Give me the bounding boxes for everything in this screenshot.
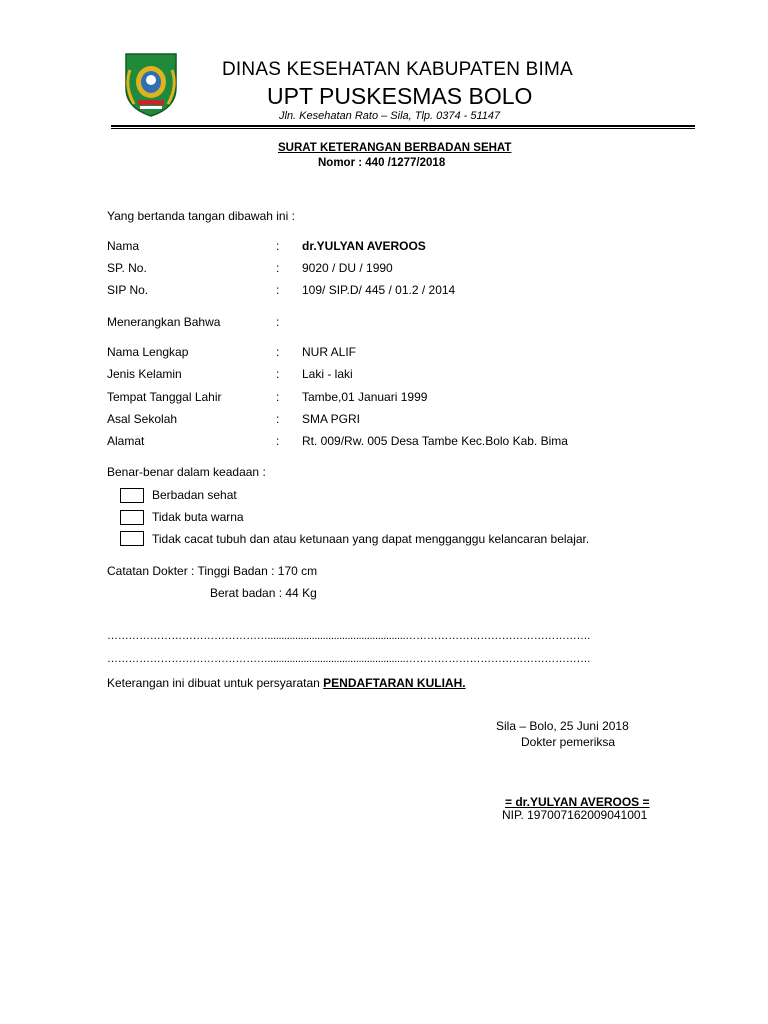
document-title: SURAT KETERANGAN BERBADAN SEHAT xyxy=(278,142,512,154)
field-colon: : xyxy=(276,367,280,381)
field-label: Tempat Tanggal Lahir xyxy=(107,390,222,404)
document-number: Nomor : 440 /1277/2018 xyxy=(318,157,446,169)
intro-text: Yang bertanda tangan dibawah ini : xyxy=(107,209,295,223)
field-colon: : xyxy=(276,261,280,275)
dotted-line: ………………………………………..................................................……………………………………………. xyxy=(107,653,590,665)
purpose-value: PENDAFTARAN KULIAH. xyxy=(323,676,466,690)
sip-number-value: 109/ SIP.D/ 445 / 01.2 / 2014 xyxy=(302,283,456,297)
field-colon: : xyxy=(276,283,280,297)
field-label: Nama xyxy=(107,239,140,253)
agency-name: DINAS KESEHATAN KABUPATEN BIMA xyxy=(222,59,573,80)
field-colon: : xyxy=(276,390,280,404)
school-value: SMA PGRI xyxy=(302,412,361,426)
sp-number-value: 9020 / DU / 1990 xyxy=(302,261,393,275)
condition-intro: Benar-benar dalam keadaan : xyxy=(107,465,266,479)
field-label: Jenis Kelamin xyxy=(107,367,182,381)
signer-name: = dr.YULYAN AVEROOS = xyxy=(505,795,650,809)
field-colon: : xyxy=(276,345,280,359)
purpose-line xyxy=(107,676,466,690)
field-label: Alamat xyxy=(107,434,145,448)
signer-role: Dokter pemeriksa xyxy=(521,735,616,749)
condition-no-disability-label: Tidak cacat tubuh dan atau ketunaan yang dapat mengganggu kelancaran belajar. xyxy=(152,532,590,546)
doctor-notes-weight: Berat badan : 44 Kg xyxy=(210,586,317,600)
clinic-name: UPT PUSKESMAS BOLO xyxy=(267,83,533,109)
field-label: SP. No. xyxy=(107,261,147,275)
field-label: Nama Lengkap xyxy=(107,345,189,359)
condition-not-color-blind-label: Tidak buta warna xyxy=(152,510,244,524)
field-label: SIP No. xyxy=(107,283,149,297)
condition-healthy-label: Berbadan sehat xyxy=(152,488,237,502)
field-label: Asal Sekolah xyxy=(107,412,178,426)
field-colon: : xyxy=(276,315,280,329)
address-value: Rt. 009/Rw. 005 Desa Tambe Kec.Bolo Kab. Bima xyxy=(302,434,568,448)
purpose-prefix: Keterangan ini dibuat untuk persyaratan xyxy=(107,676,324,690)
birth-place-date-value: Tambe,01 Januari 1999 xyxy=(302,390,428,404)
checkbox-healthy[interactable] xyxy=(120,488,144,503)
signer-name-value: dr.YULYAN AVEROOS xyxy=(302,239,426,253)
place-date: Sila – Bolo, 25 Juni 2018 xyxy=(496,719,629,733)
clinic-address: Jln. Kesehatan Rato – Sila, Tlp. 0374 - 51147 xyxy=(279,110,501,122)
checkbox-no-disability[interactable] xyxy=(120,531,144,546)
letterhead-rule-thick xyxy=(111,125,695,127)
checkbox-not-color-blind[interactable] xyxy=(120,510,144,525)
regency-emblem-logo xyxy=(116,52,186,118)
field-colon: : xyxy=(276,434,280,448)
full-name-value: NUR ALIF xyxy=(302,345,357,359)
doctor-notes-height: Catatan Dokter : Tinggi Badan : 170 cm xyxy=(107,564,318,578)
gender-value: Laki - laki xyxy=(302,367,353,381)
signer-nip: NIP. 197007162009041001 xyxy=(502,808,648,822)
explains-label: Menerangkan Bahwa xyxy=(107,315,221,329)
field-colon: : xyxy=(276,412,280,426)
dotted-line: ………………………………………..................................................……………………………………………. xyxy=(107,630,590,642)
letterhead-rule-thin xyxy=(111,128,695,129)
field-colon: : xyxy=(276,239,280,253)
